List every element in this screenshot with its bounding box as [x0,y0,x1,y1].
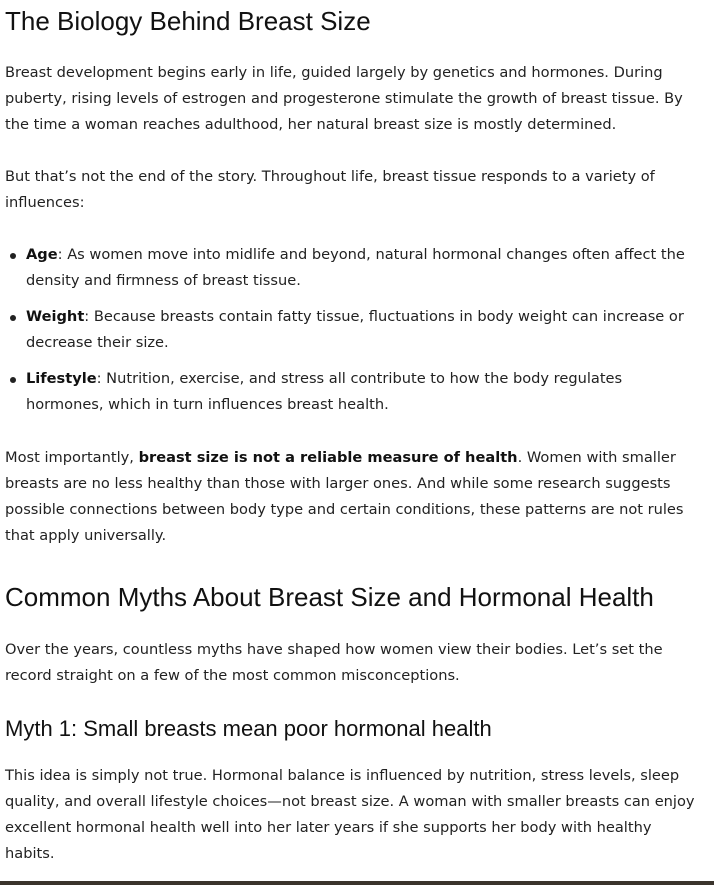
influences-list [5,242,696,418]
page-bottom-bar [0,881,714,885]
closing-before: Most importantly, [5,449,139,466]
closing-after: . Women with smaller breasts are no less healthy than those with larger ones. And while some research suggests possible connections between body type and certain conditions, these patterns are not rules that apply universally. [5,449,684,544]
text-weight: : Because breasts contain fatty tissue, fluctuations in body weight can increase or decrease their size. [26,308,684,351]
text-lifestyle: : Nutrition, exercise, and stress all contribute to how the body regulates hormones, which in turn influences breast health. [26,370,623,413]
paragraph-most-importantly [5,445,700,549]
list-item-weight [26,304,696,356]
section-heading-biology: The Biology Behind Breast Size [5,6,371,36]
myth1-paragraph: This idea is simply not true. Hormonal balance is influenced by nutrition, stress levels, sleep quality, and overall lifestyle choices—not breast size. A woman with smaller breasts can enjoy excellent hormonal health well into her later years if she supports her body with healthy habits. [5,767,695,862]
section-heading-myths: Common Myths About Breast Size and Hormonal Health [5,582,654,612]
closing-bold: breast size is not a reliable measure of health [138,449,518,466]
paragraph-myths-intro: Over the years, countless myths have shaped how women view their bodies. Let’s set the record straight on a few of the most common misconceptions. [5,641,663,684]
myth1-heading: Myth 1: Small breasts mean poor hormonal health [5,716,492,741]
list-item-age [26,242,696,294]
term-lifestyle: Lifestyle [26,370,97,387]
term-weight: Weight [26,308,85,325]
paragraph-influences-intro: But that’s not the end of the story. Throughout life, breast tissue responds to a variety of influences: [5,168,655,211]
term-age: Age [26,246,58,263]
list-item-lifestyle [26,366,696,418]
paragraph-development: Breast development begins early in life, guided largely by genetics and hormones. During puberty, rising levels of estrogen and progesterone stimulate the growth of breast tissue. By the time a woman reaches adulthood, her natural breast size is mostly determined. [5,64,683,133]
text-age: : As women move into midlife and beyond, natural hormonal changes often affect the density and firmness of breast tissue. [26,246,685,289]
